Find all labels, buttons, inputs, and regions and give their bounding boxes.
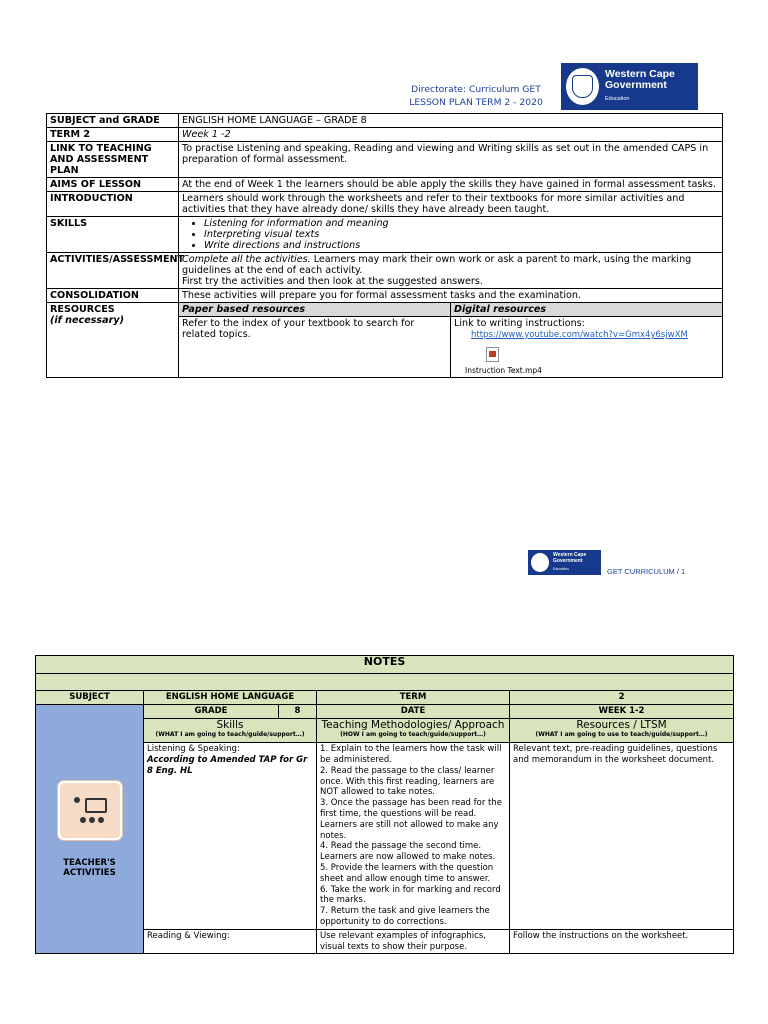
- skills-header: Skills (WHAT I am going to teach/guide/support…): [144, 718, 317, 743]
- logo-sub: Education: [605, 96, 630, 102]
- notes-title: NOTES: [36, 656, 734, 674]
- digital-resources-cell: Link to writing instructions: https://www.youtube.com/watch?v=Gmx4y6sjwXM Instruction Text.mp4: [451, 317, 723, 378]
- row-value: Learners should work through the worksheets and refer to their textbooks for more similar activities and activities that they have already done/ skills they have already been taught.: [179, 192, 723, 217]
- resource-cell: Follow the instructions on the worksheet.: [510, 929, 734, 954]
- row-label: SKILLS: [47, 217, 179, 253]
- row-label: INTRODUCTION: [47, 192, 179, 217]
- row-label: RESOURCES (if necessary): [47, 303, 179, 378]
- row-label: ACTIVITIES/ASSESSMENT: [47, 253, 179, 289]
- digital-resources-header: Digital resources: [451, 303, 723, 317]
- list-item: 6. Take the work in for marking and record the marks.: [320, 884, 501, 906]
- list-item: • Listening for information and meaning: [204, 218, 719, 229]
- video-file-icon[interactable]: [486, 347, 499, 362]
- row-label: LINK TO TEACHING AND ASSESSMENT PLAN: [47, 142, 179, 178]
- activities-italic: Complete all the activities.: [182, 254, 311, 265]
- list-item: 4. Read the passage the second time. Learners are now allowed to make notes.: [320, 841, 496, 863]
- methodology-header: Teaching Methodologies/ Approach (HOW I am going to teach/guide/support…): [317, 718, 510, 743]
- page-footer: GET CURRICULUM / 1: [607, 567, 686, 576]
- table-row: [47, 178, 723, 192]
- table-row: [47, 303, 723, 317]
- row-value: At the end of Week 1 the learners should be able apply the skills they have gained in formal assessment tasks.: [179, 178, 723, 192]
- list-item: 2. Read the passage to the class/ learner once. With this first reading, learners are NOT allowed to take notes.: [320, 765, 495, 798]
- paper-resources-header: Paper based resources: [179, 303, 451, 317]
- resources-header: Resources / LTSM (WHAT I am going to use to teach/guide/support…): [510, 718, 734, 743]
- logo-name: Western Cape Government: [605, 68, 675, 91]
- table-row: [47, 128, 723, 142]
- table-row: [47, 253, 723, 289]
- skill-cell: Listening & Speaking: According to Amended TAP for Gr 8 Eng. HL: [144, 743, 317, 930]
- row-value: These activities will prepare you for formal assessment tasks and the examination.: [179, 289, 723, 303]
- list-item: 7. Return the task and give learners the opportunity to do corrections.: [320, 906, 490, 927]
- row-value: ENGLISH HOME LANGUAGE – GRADE 8: [179, 114, 723, 128]
- list-item: 3. Once the passage has been read for the first time, the questions will be read. Learners are still not allowed to make any notes.: [320, 798, 502, 841]
- table-row: [47, 142, 723, 178]
- lesson-plan-text: LESSON PLAN TERM 2 - 2020: [409, 97, 543, 108]
- activities-text: Learners may mark their own work or ask a parent to mark, using the marking guidelines at the end of each activity.: [182, 254, 692, 276]
- table-row: [47, 192, 723, 217]
- crest-icon: [566, 68, 599, 105]
- table-row: [36, 674, 734, 691]
- teacher-board-icon: [58, 781, 122, 840]
- row-label: CONSOLIDATION: [47, 289, 179, 303]
- directorate-text: Directorate: Curriculum GET: [411, 84, 541, 95]
- table-row: [36, 656, 734, 674]
- teacher-activities-label: TEACHER'S ACTIVITIES: [63, 857, 116, 878]
- activities-text-2: First try the activities and then look at the suggested answers.: [182, 276, 483, 287]
- row-label: SUBJECT and GRADE: [47, 114, 179, 128]
- youtube-link[interactable]: https://www.youtube.com/watch?v=Gmx4y6sjwXM: [471, 330, 688, 340]
- western-cape-logo: [561, 63, 698, 110]
- notes-table: [35, 655, 734, 954]
- method-cell: Use relevant examples of infographics, visual texts to show their purpose.: [317, 929, 510, 954]
- document-header: [396, 83, 556, 109]
- list-item: • Interpreting visual texts: [204, 229, 719, 240]
- skills-list: [182, 218, 719, 251]
- row-value: Week 1 -2: [179, 128, 723, 142]
- lesson-plan-table: [46, 113, 723, 378]
- row-label: TERM 2: [47, 128, 179, 142]
- list-item: 1. Explain to the learners how the task will be administered.: [320, 744, 502, 765]
- list-item: 5. Provide the learners with the question sheet and allow enough time to answer.: [320, 862, 494, 884]
- row-value: To practise Listening and speaking, Reading and viewing and Writing skills as set out in the amended CAPS in preparation of formal assessment.: [179, 142, 723, 178]
- video-file-name[interactable]: Instruction Text.mp4: [465, 366, 542, 375]
- teacher-activities-cell: [36, 704, 144, 954]
- crest-icon: [531, 553, 549, 572]
- table-row: [47, 289, 723, 303]
- method-cell: [317, 743, 510, 930]
- skills-list-cell: [179, 217, 723, 253]
- table-row: SUBJECT ENGLISH HOME LANGUAGE TERM 2: [36, 691, 734, 705]
- row-label: AIMS OF LESSON: [47, 178, 179, 192]
- table-row: [47, 114, 723, 128]
- footer-logo: Western Cape Government Education: [528, 550, 601, 575]
- skill-cell: Reading & Viewing:: [144, 929, 317, 954]
- resource-cell: Relevant text, pre-reading guidelines, questions and memorandum in the worksheet document.: [510, 743, 734, 930]
- table-row: TEACHER'S ACTIVITIES GRADE 8 DATE WEEK 1-2: [36, 704, 734, 718]
- table-row: [47, 217, 723, 253]
- row-value: [179, 253, 723, 289]
- paper-resources-cell: Refer to the index of your textbook to search for related topics.: [179, 317, 451, 378]
- list-item: • Write directions and instructions: [204, 240, 719, 251]
